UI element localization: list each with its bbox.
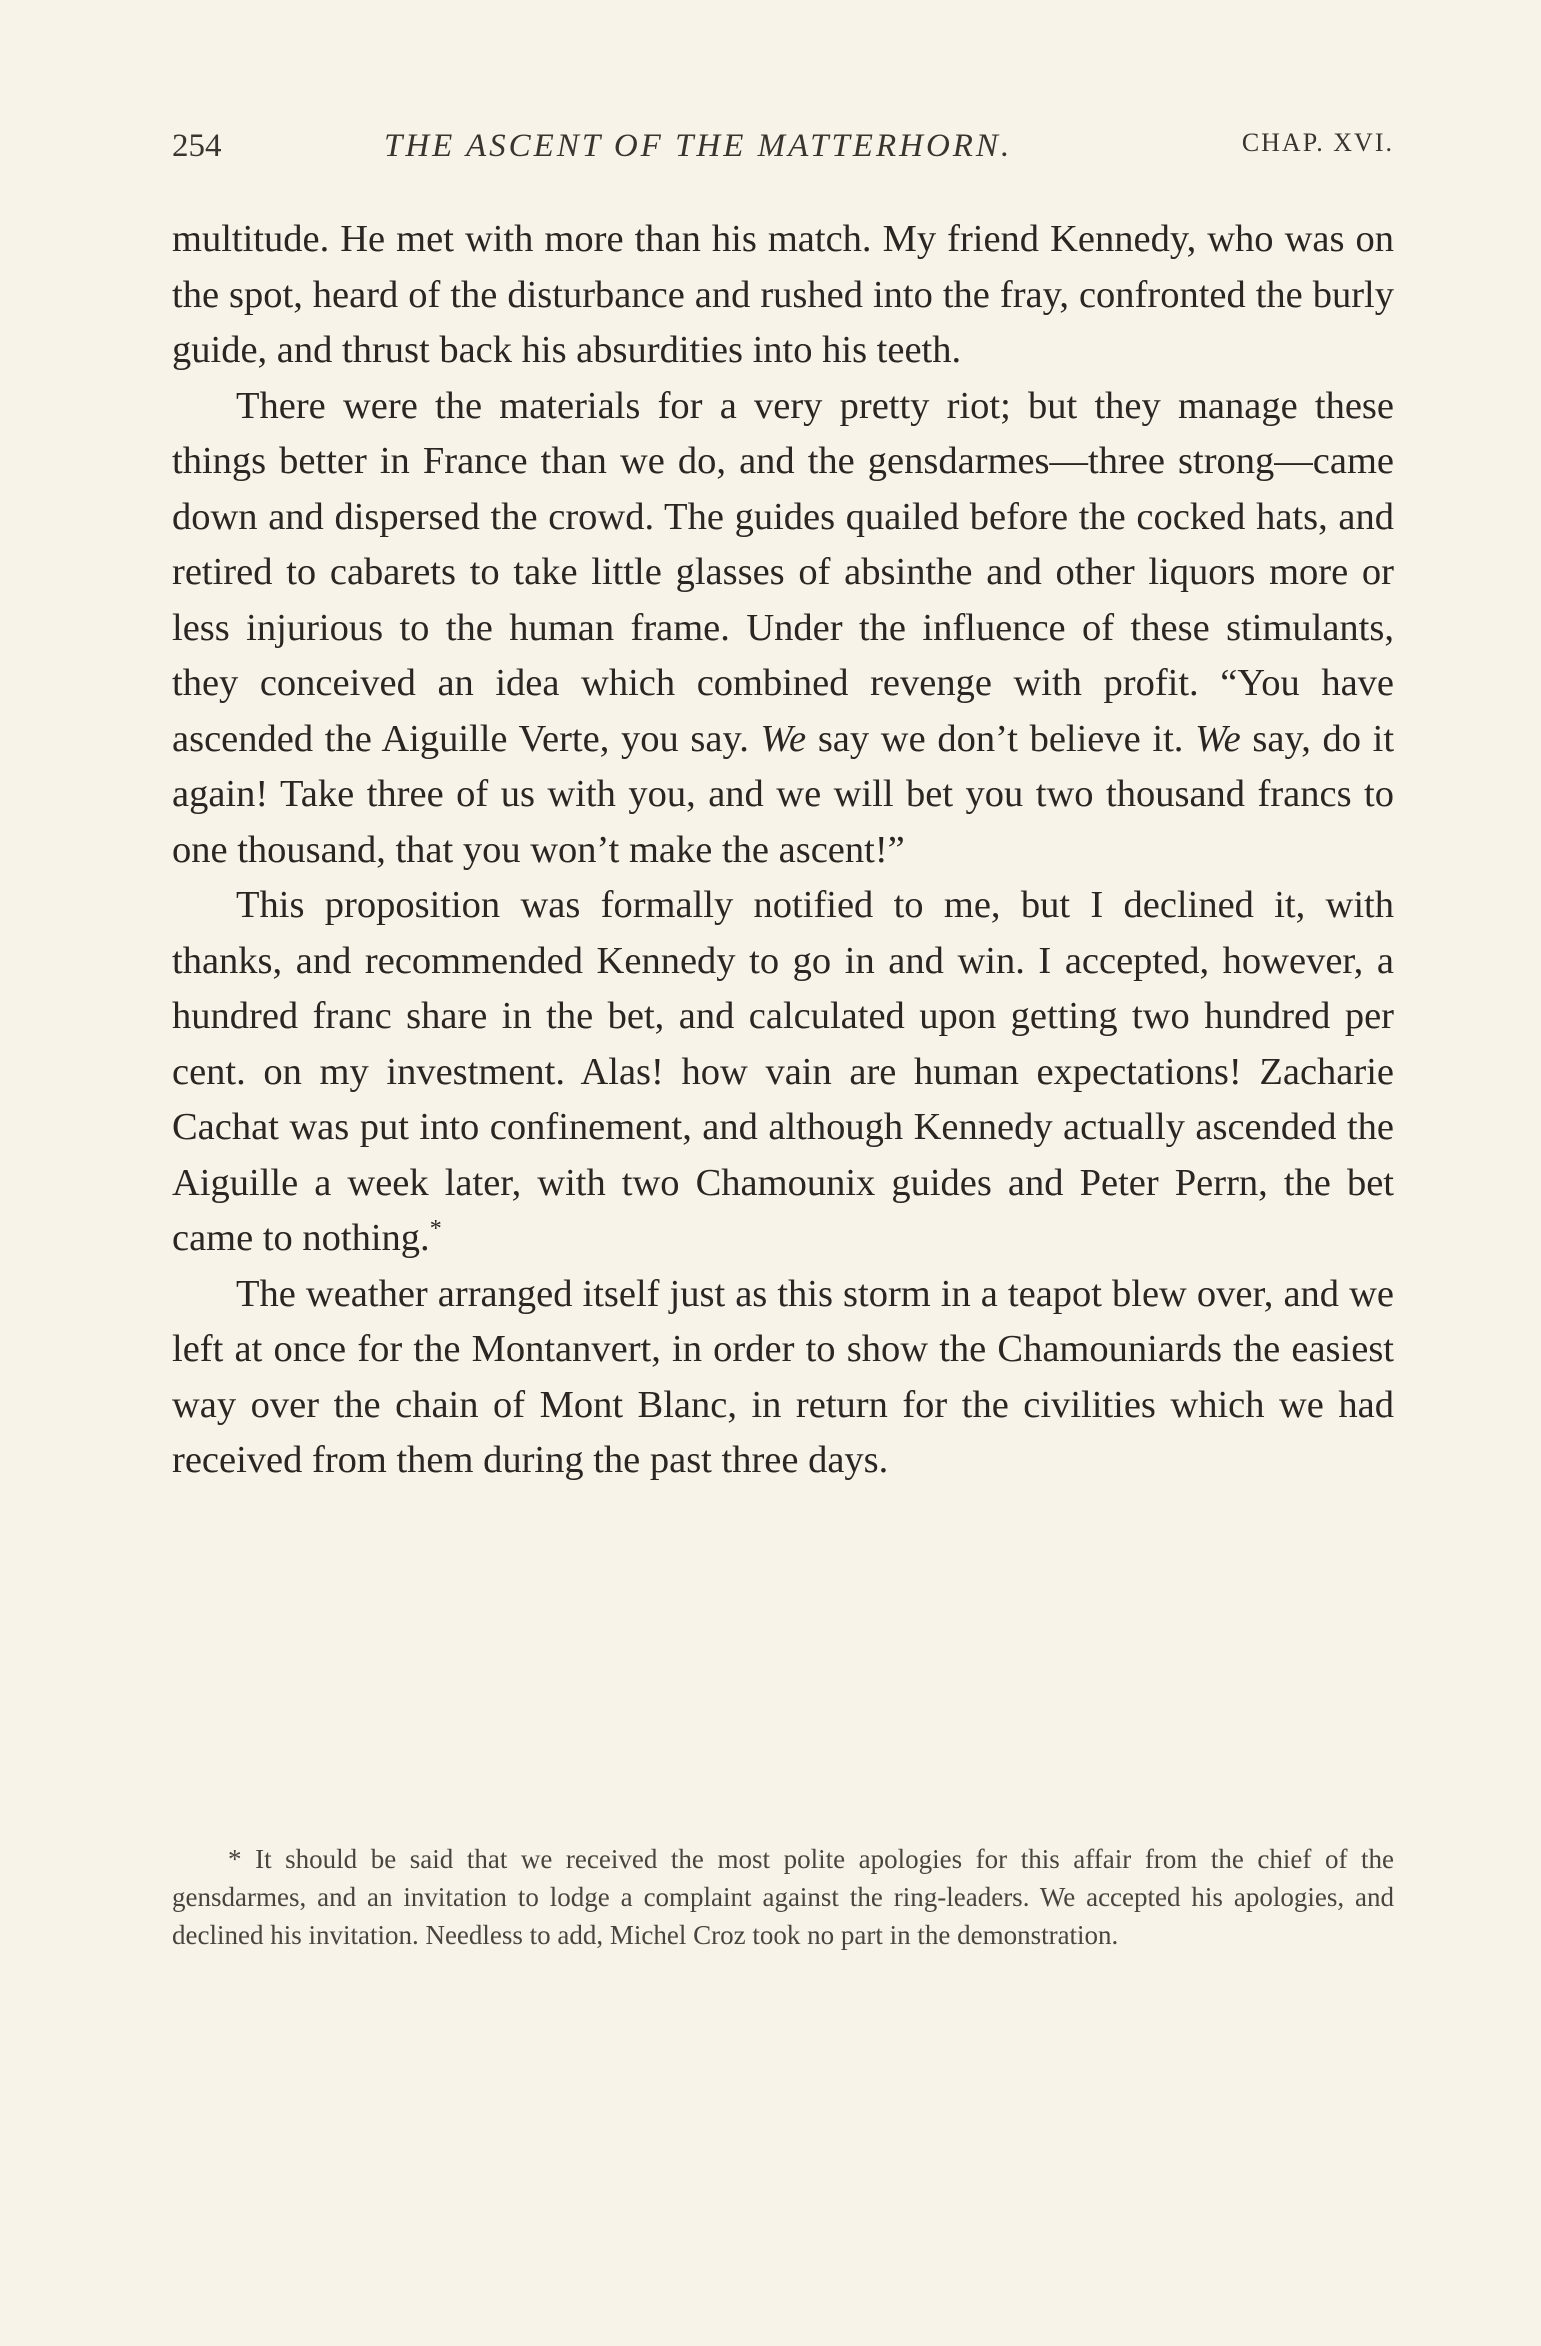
footnote-reference: * (429, 1216, 442, 1243)
paragraph-2-text-a: There were the materials for a very pretty riot; but they manage these things better in France than we do, and the gensdarmes—three strong—came down and dispersed the crowd. The guides quailed before the cocked hats, and retired to cabarets to take little glasses of absinthe and other liquors more or less injurious to the human frame. Under the influence of these stimulants, they conceived an idea which combined revenge with profit. “You have ascended the Aiguille Verte, you say. (172, 384, 1394, 760)
footnote (172, 1840, 1394, 1954)
running-title: THE ASCENT OF THE MATTERHORN. (384, 128, 1013, 164)
emphasis-we-2: We (1195, 717, 1241, 760)
paragraph-4: The weather arranged itself just as this storm in a teapot blew over, and we left at once for the Montanvert, in order to show the Chamouniards the easiest way over the chain of Mont Blanc, in return for the civilities which we had received from them during the past three days. (172, 1272, 1394, 1481)
footnote-marker: * (228, 1844, 242, 1874)
paragraph-3 (172, 878, 1394, 1267)
paragraph-1: multitude. He met with more than his match. My friend Kennedy, who was on the spot, heard of the disturbance and rushed into the fray, confronted the burly guide, and thrust back his absurdities into his teeth. (172, 218, 1394, 371)
chapter-label: CHAP. XVI. (1241, 128, 1394, 157)
body-text (172, 212, 1394, 1489)
page-number: 254 (172, 128, 222, 164)
paragraph-2-text-c: say, do it again! Take three of us with you, and we will bet you two thousand francs to one thousand, that you won’t make the ascent!” (172, 717, 1395, 871)
paragraph-3-text: This proposition was formally notified to me, but I declined it, with thanks, and recommended Kennedy to go in and win. I accepted, however, a hundred franc share in the bet, and calculated upon getting two hundred per cent. on my investment. Alas! how vain are human expectations! Zacharie Cachat was put into confinement, and although Kennedy actually ascended the Aiguille a week later, with two Chamounix guides and Peter Perrn, the bet came to nothing. (172, 884, 1394, 1259)
running-head (172, 128, 1394, 176)
emphasis-we-1: We (760, 717, 807, 760)
footnote-text: It should be said that we received the most polite apologies for this affair from the chief of the gensdarmes, and an invitation to lodge a complaint against the ring-leaders. We accepted his apologies, and declined his invitation. Needless to add, Michel Croz took no part in the demonstration. (172, 1844, 1394, 1950)
paragraph-2-text-b: say we don’t believe it. (817, 717, 1184, 760)
paragraph-2 (172, 379, 1394, 879)
